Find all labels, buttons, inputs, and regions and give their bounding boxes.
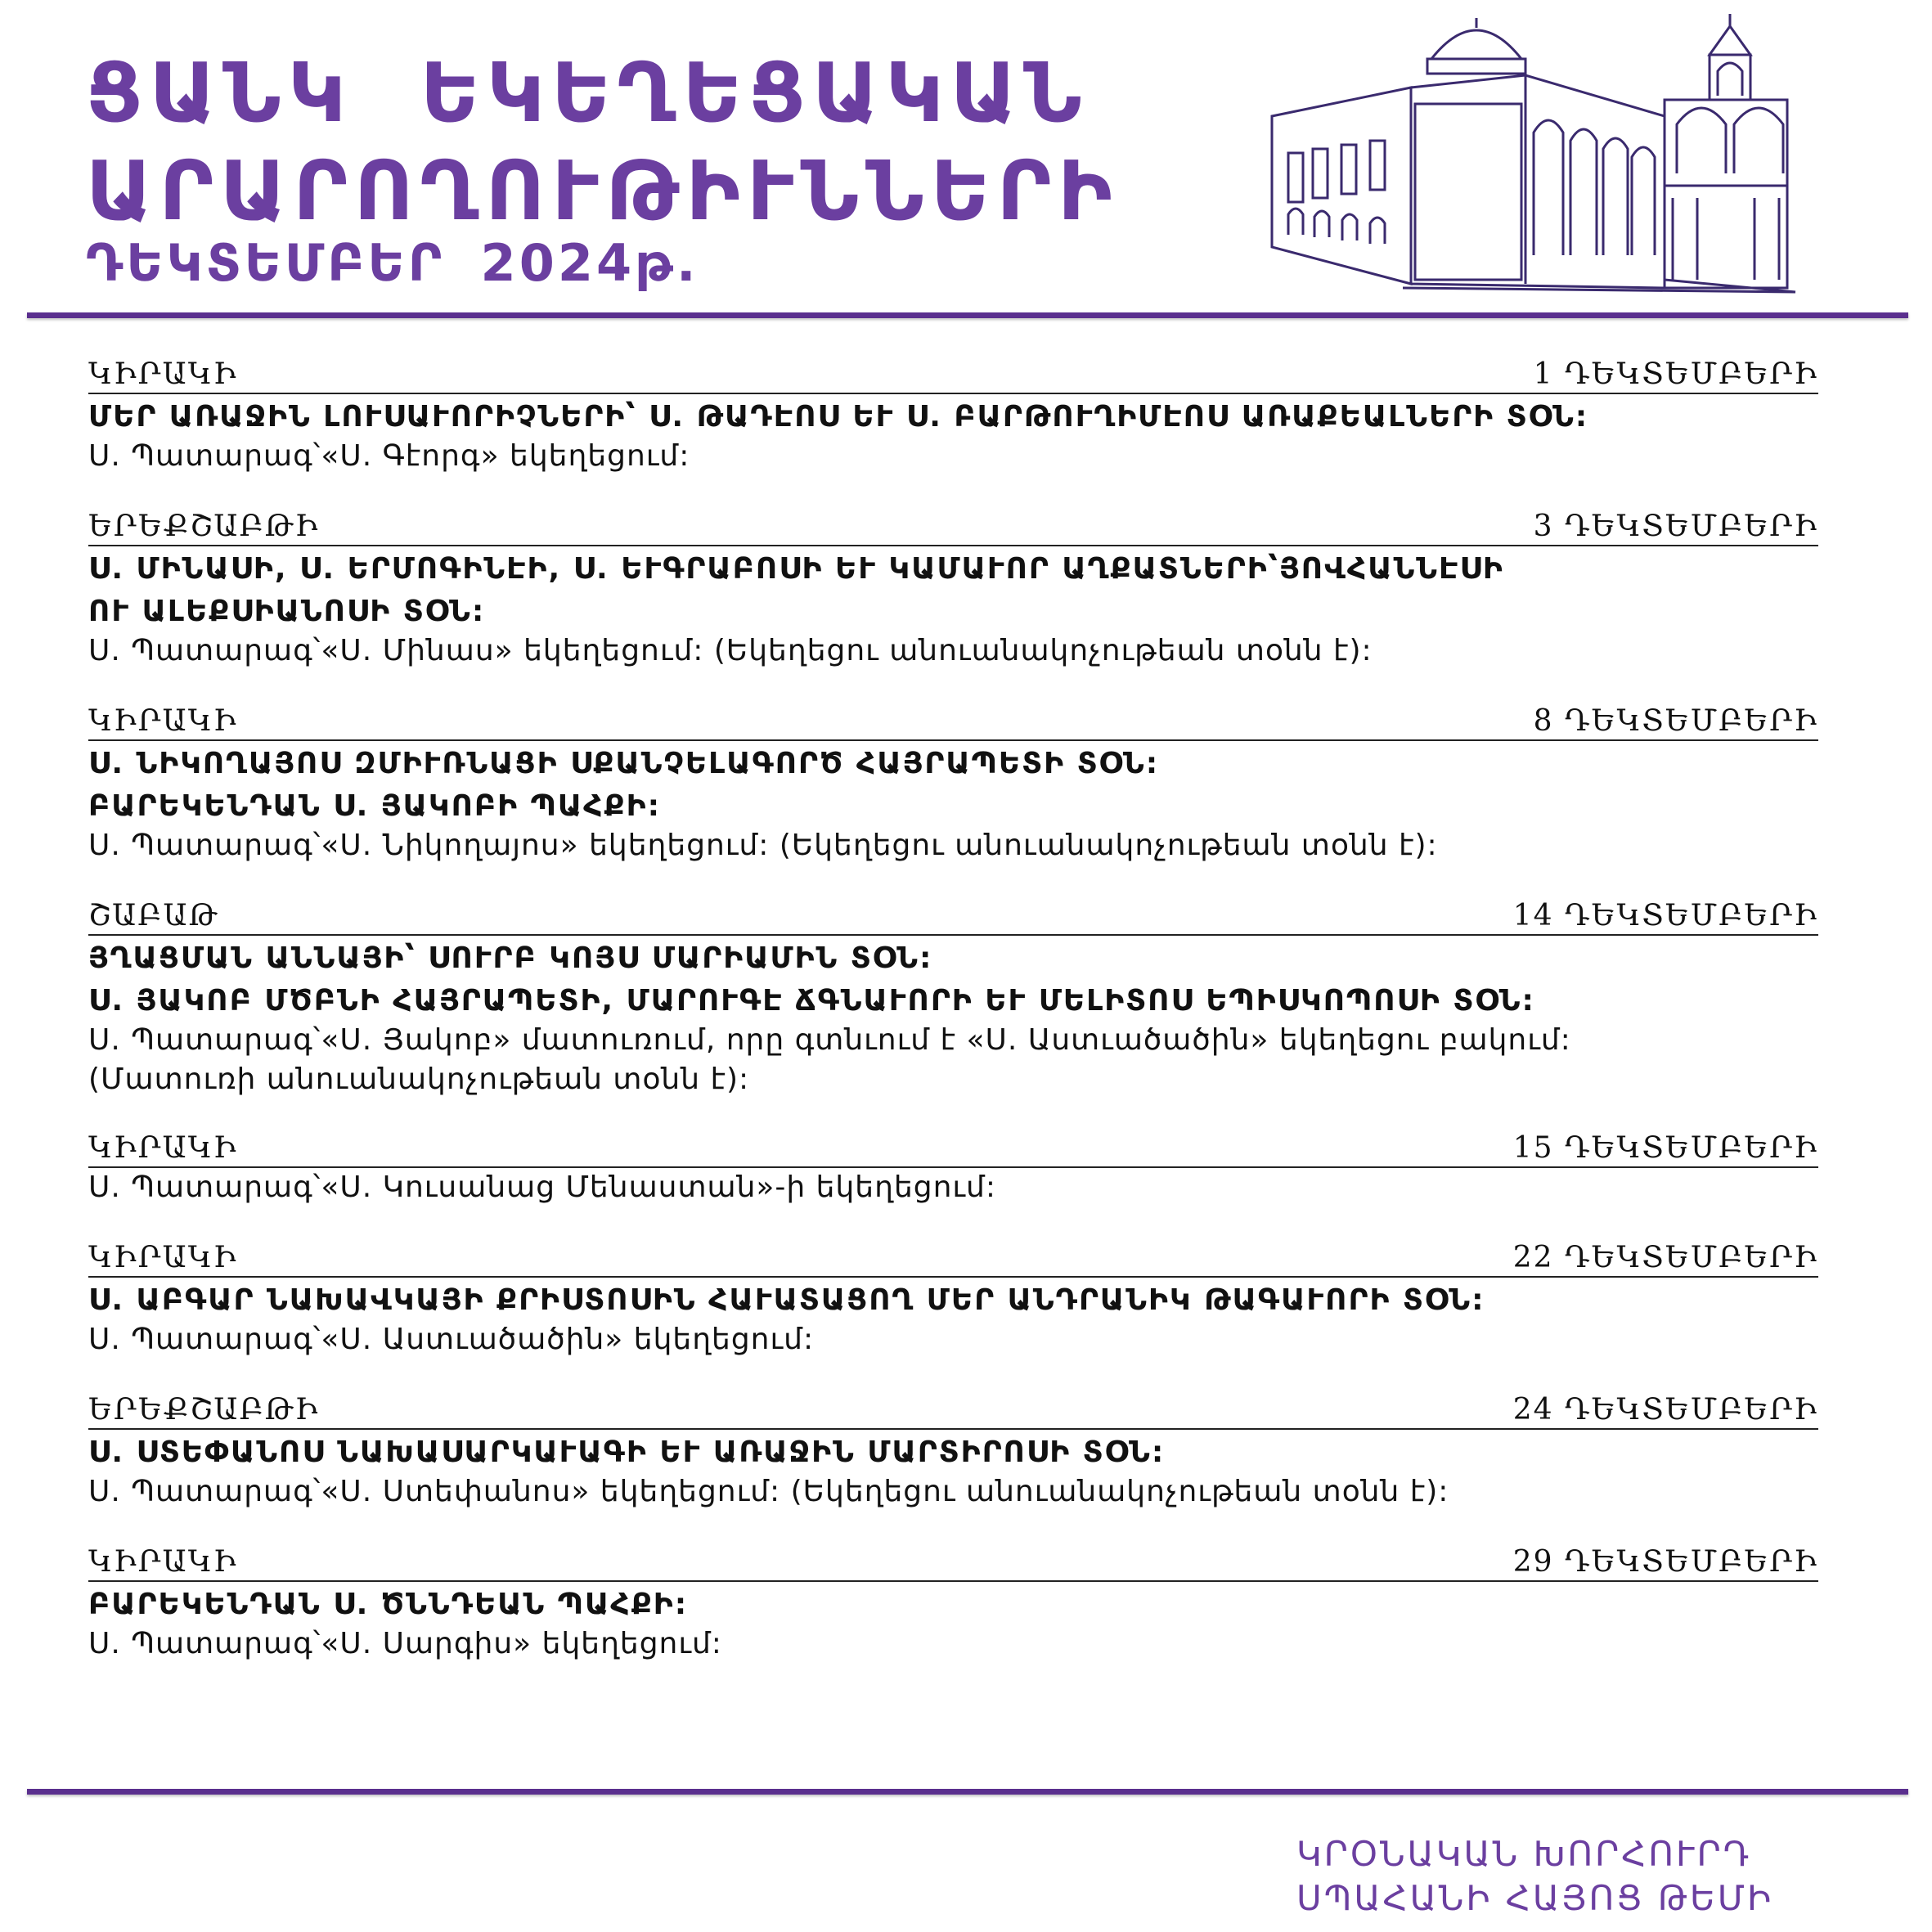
event-weekday: ԵՐԵՔՇԱԲԹԻ bbox=[88, 510, 320, 543]
event-date: 24 ԴԵԿՏԵՄԲԵՐԻ bbox=[1512, 1393, 1818, 1427]
event-title: Ս. ՅԱԿՈԲ ՄԾԲՆԻ ՀԱՅՐԱՊԵՏԻ, ՄԱՐՈՒԳԷ ՃԳՆԱՒՈՐԻ ԵՒ ՄԵԼԻՏՈՍ ԵՊԻՍԿՈՊՈՍԻ ՏՕՆ: bbox=[88, 984, 1535, 1018]
event-title: Ս. ՄԻՆԱՍԻ, Ս. ԵՐՄՈԳԻՆԷԻ, Ս. ԵՒԳՐԱԲՈՍԻ ԵՒ ԿԱՄԱՒՈՐ ԱՂՔԱՏՆԵՐԻ՝ՅՈՎՀԱՆՆԷՍԻ bbox=[88, 552, 1504, 586]
event-weekday: ԿԻՐԱԿԻ bbox=[88, 1545, 238, 1579]
event-date: 1 ԴԵԿՏԵՄԲԵՐԻ bbox=[1533, 357, 1818, 391]
event-header bbox=[88, 705, 1818, 741]
event-item bbox=[88, 358, 1818, 476]
footer-signature bbox=[1296, 1832, 1773, 1921]
event-weekday: ԿԻՐԱԿԻ bbox=[88, 1131, 238, 1165]
event-item bbox=[88, 1546, 1818, 1664]
footer-line-1: ԿՐՕՆԱԿԱՆ ԽՈՐՀՈՒՐԴ bbox=[1296, 1834, 1752, 1874]
event-weekday: ԿԻՐԱԿԻ bbox=[88, 1241, 238, 1274]
event-liturgy-note: Ս. Պատարագ՝«Ս. Մինաս» եկեղեցում: (Եկեղեցու անուանակոչութեան տօնն է): bbox=[88, 634, 1373, 667]
event-item bbox=[88, 510, 1818, 671]
events-list bbox=[88, 358, 1818, 1698]
bottom-divider bbox=[27, 1789, 1908, 1795]
event-date: 8 ԴԵԿՏԵՄԲԵՐԻ bbox=[1533, 704, 1818, 738]
event-date: 29 ԴԵԿՏԵՄԲԵՐԻ bbox=[1512, 1545, 1818, 1579]
event-title: Ս. ԱԲԳԱՐ ՆԱԽԱՎԿԱՅԻ ՔՐԻՍՏՈՍԻՆ ՀԱՒԱՏԱՑՈՂ ՄԵՐ ԱՆԴՐԱՆԻԿ ԹԱԳԱՒՈՐԻ ՏՕՆ: bbox=[88, 1283, 1485, 1317]
event-weekday: ԿԻՐԱԿԻ bbox=[88, 357, 238, 391]
event-liturgy-note: Ս. Պատարագ՝«Ս. Նիկողայոս» եկեղեցում: (Եկեղեցու անուանակոչութեան տօնն է): bbox=[88, 829, 1438, 862]
event-item bbox=[88, 1242, 1818, 1359]
church-illustration bbox=[1264, 10, 1804, 296]
event-liturgy-note: (Մատուռի անուանակոչութեան տօնն է): bbox=[88, 1063, 750, 1096]
event-date: 22 ԴԵԿՏԵՄԲԵՐԻ bbox=[1512, 1241, 1818, 1274]
event-title: Ս. ՆԻԿՈՂԱՅՈՍ ԶՄԻՒՌՆԱՑԻ ՍՔԱՆՉԵԼԱԳՈՐԾ ՀԱՅՐԱՊԵՏԻ ՏՕՆ: bbox=[88, 747, 1160, 780]
event-item bbox=[88, 900, 1818, 1099]
event-item bbox=[88, 1394, 1818, 1512]
event-title: ԲԱՐԵԿԵՆԴԱՆ Ս. ԾՆՆԴԵԱՆ ՊԱՀՔԻ: bbox=[88, 1588, 689, 1621]
event-date: 3 ԴԵԿՏԵՄԲԵՐԻ bbox=[1533, 510, 1818, 543]
event-header bbox=[88, 1394, 1818, 1430]
event-liturgy-note: Ս. Պատարագ՝«Ս. Յակոբ» մատուռում, որը գտնւում է «Ս. Աստւածածին» եկեղեցու բակում: bbox=[88, 1023, 1571, 1057]
page-title-line-1: ՑԱՆԿ ԵԿԵՂԵՑԱԿԱՆ bbox=[86, 45, 1089, 141]
event-header bbox=[88, 1242, 1818, 1278]
event-date: 14 ԴԵԿՏԵՄԲԵՐԻ bbox=[1512, 899, 1818, 932]
event-liturgy-note: Ս. Պատարագ՝«Ս. Աստւածածին» եկեղեցում: bbox=[88, 1323, 815, 1356]
event-weekday: ՇԱԲԱԹ bbox=[88, 899, 219, 932]
event-liturgy-note: Ս. Պատարագ՝«Ս. Կուսանաց Մենաստան»-ի եկեղեցում: bbox=[88, 1170, 996, 1204]
event-header bbox=[88, 358, 1818, 394]
event-weekday: ԵՐԵՔՇԱԲԹԻ bbox=[88, 1393, 320, 1427]
page-subtitle-date: ԴԵԿՏԵՄԲԵՐ 2024թ. bbox=[86, 233, 699, 293]
event-title: ԲԱՐԵԿԵՆԴԱՆ Ս. ՅԱԿՈԲԻ ՊԱՀՔԻ: bbox=[88, 789, 662, 823]
event-header bbox=[88, 1546, 1818, 1582]
event-liturgy-note: Ս. Պատարագ՝«Ս. Ստեփանոս» եկեղեցում: (Եկեղեցու անուանակոչութեան տօնն է): bbox=[88, 1475, 1449, 1508]
footer-line-2: ՍՊԱՀԱՆԻ ՀԱՅՈՑ ԹԵՄԻ bbox=[1296, 1878, 1773, 1918]
top-divider bbox=[27, 312, 1908, 318]
event-liturgy-note: Ս. Պատարագ՝«Ս. Գէորգ» եկեղեցում: bbox=[88, 439, 690, 473]
event-title: ՈՒ ԱԼԵՔՍԻԱՆՈՍԻ ՏՕՆ: bbox=[88, 595, 486, 628]
event-weekday: ԿԻՐԱԿԻ bbox=[88, 704, 238, 738]
event-title: ՅՂԱՑՄԱՆ ԱՆՆԱՅԻ՝ ՍՈՒՐԲ ԿՈՅՍ ՄԱՐԻԱՄԻՆ ՏՕՆ: bbox=[88, 941, 933, 975]
header bbox=[0, 0, 1932, 311]
event-title: ՄԵՐ ԱՌԱՋԻՆ ԼՈՒՍԱՒՈՐԻՉՆԵՐԻ՝ Ս. ԹԱԴԷՈՍ ԵՒ Ս. ԲԱՐԹՈՒՂԻՄԷՈՍ ԱՌԱՔԵԱԼՆԵՐԻ ՏՕՆ: bbox=[88, 400, 1589, 434]
event-liturgy-note: Ս. Պատարագ՝«Ս. Սարգիս» եկեղեցում: bbox=[88, 1627, 722, 1660]
event-header bbox=[88, 1132, 1818, 1168]
event-date: 15 ԴԵԿՏԵՄԲԵՐԻ bbox=[1512, 1131, 1818, 1165]
event-title: Ս. ՍՏԵՓԱՆՈՍ ՆԱԽԱՍԱՐԿԱՒԱԳԻ ԵՒ ԱՌԱՋԻՆ ՄԱՐՏԻՐՈՍԻ ՏՕՆ: bbox=[88, 1436, 1166, 1469]
event-item bbox=[88, 1132, 1818, 1207]
event-header bbox=[88, 900, 1818, 936]
page-title-line-2: ԱՐԱՐՈՂՈՒԹԻՒՆՆԵՐԻ bbox=[86, 143, 1119, 239]
event-header bbox=[88, 510, 1818, 546]
event-item bbox=[88, 705, 1818, 865]
